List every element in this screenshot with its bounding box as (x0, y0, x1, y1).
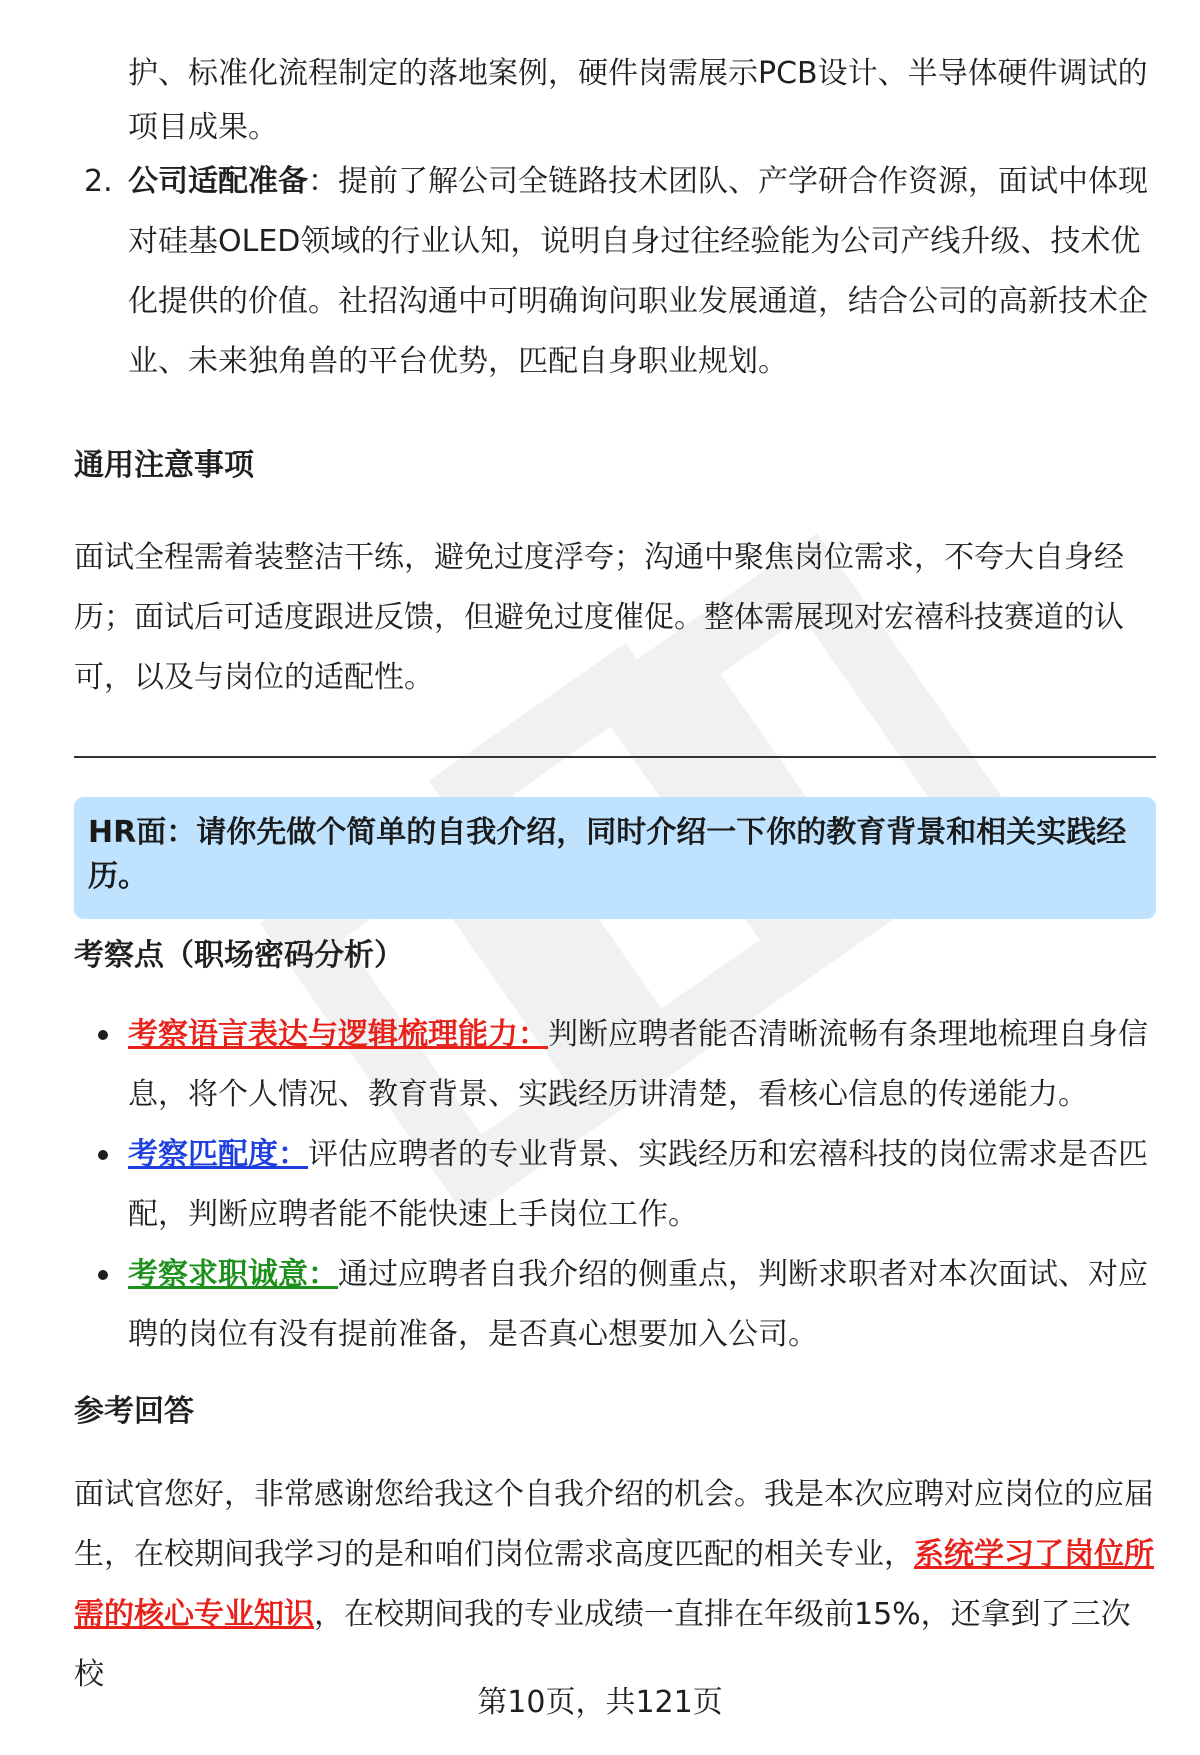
question-text: HR面：请你先做个简单的自我介绍，同时介绍一下你的教育背景和相关实践经历。 (88, 815, 1127, 894)
reference-text-part2: ，在校期间我的专业成绩一直排在年级前15%，还拿到了三次校 (74, 1597, 1131, 1692)
reference-answer-heading: 参考回答 (74, 1394, 194, 1429)
exam-point-text: 通过应聘者自我介绍的侧重点，判断求职者对本次面试、对应聘的岗位有没有提前准备，是否真心想要加入公司。 (128, 1257, 1148, 1352)
list-number-2: 2. (84, 164, 113, 199)
list-item-text: 提前了解公司全链路技术团队、产学研合作资源，面试中体现对硅基OLED领域的行业认知，说明自身过往经验能为公司产线升级、技术优化提供的价值。社招沟通中可明确询问职业发展通道，结合公司的高新技术企业、未来独角兽的平台优势，匹配自身职业规划。 (128, 164, 1148, 379)
exam-point-text: 评估应聘者的专业背景、实践经历和宏禧科技的岗位需求是否匹配，判断应聘者能不能快速上手岗位工作。 (128, 1137, 1148, 1232)
exam-points-heading: 考察点（职场密码分析） (74, 938, 404, 973)
continuation-line-1 (74, 44, 1154, 104)
list-item-label: 公司适配准备 (128, 164, 308, 199)
list-item-colon: ： (308, 164, 338, 199)
bullet-dot (98, 1030, 108, 1040)
exam-point-label: 考察语言表达与逻辑梳理能力： (128, 1017, 548, 1052)
bullet-dot (98, 1150, 108, 1160)
continuation-line-2 (128, 98, 1200, 158)
exam-point-label: 考察求职诚意： (128, 1257, 338, 1292)
page-footer: 第10页，共121页 (477, 1685, 723, 1720)
general-notes-heading: 通用注意事项 (74, 448, 254, 483)
section-divider (74, 756, 1156, 758)
exam-point-item (128, 1245, 1148, 1365)
exam-point-text: 判断应聘者能否清晰流畅有条理地梳理自身信息，将个人情况、教育背景、实践经历讲清楚，看核心信息的传递能力。 (128, 1017, 1148, 1112)
general-notes-body: 面试全程需着装整洁干练，避免过度浮夸；沟通中聚焦岗位需求，不夸大自身经历；面试后可适度跟进反馈，但避免过度催促。整体需展现对宏禧科技赛道的认可，以及与岗位的适配性。 (74, 540, 1124, 695)
reference-text-part1: 面试官您好，非常感谢您给我这个自我介绍的机会。我是本次应聘对应岗位的应届生，在校期间我学习的是和咱们岗位需求高度匹配的相关专业， (74, 1477, 1154, 1572)
continuation-text-2: 项目成果。 (128, 110, 278, 145)
reference-highlight: 系统学习了岗位所需的核心专业知识 (74, 1537, 1154, 1632)
bullet-dot (98, 1270, 108, 1280)
list-item-company-prep (128, 152, 1148, 392)
question-callout (74, 797, 1156, 919)
reference-answer-body (74, 1465, 1154, 1705)
exam-point-label: 考察匹配度： (128, 1137, 308, 1172)
exam-point-item (128, 1125, 1148, 1245)
exam-point-item (128, 1005, 1148, 1125)
continuation-text-1: 护、标准化流程制定的落地案例，硬件岗需展示PCB设计、半导体硬件调试的 (128, 56, 1148, 91)
